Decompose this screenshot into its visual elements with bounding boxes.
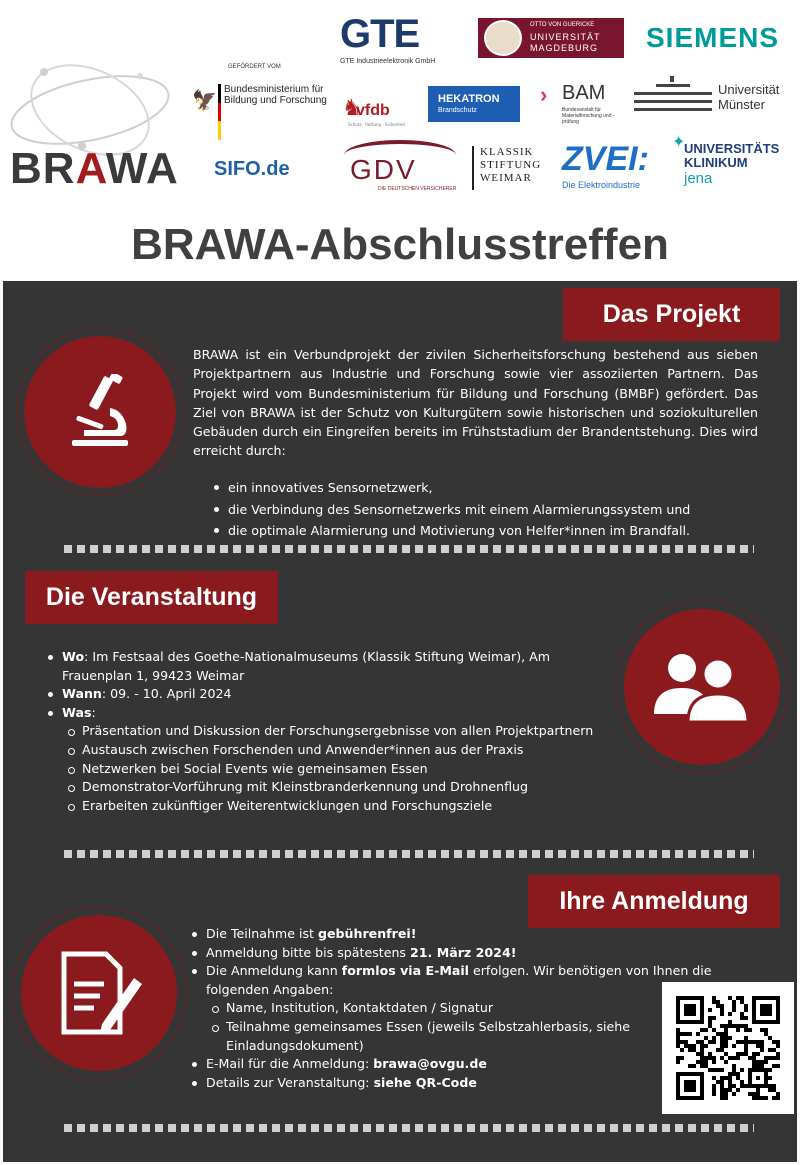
hekatron-subtitle: Brandschutz (438, 107, 477, 114)
fee-free-text: gebührenfrei! (317, 926, 417, 941)
wo-value: : Im Festsaal des Goethe-Nationalmuseums (Klassik Stiftung Weimar), Am Frauenplan 1, 99423 Weimar (62, 649, 550, 683)
list-item-wo (46, 648, 606, 685)
projekt-bullet-list (206, 477, 766, 542)
list-item: ein innovatives Sensornetzwerk, (206, 477, 766, 499)
text-part: Anmeldung bitte bis spätestens (206, 944, 410, 960)
section-divider (64, 850, 754, 858)
zvei-wordmark: ZVEI: (562, 140, 649, 178)
gdv-wordmark: GDV (350, 154, 417, 185)
list-item (190, 944, 730, 963)
muenster-building-icon (634, 76, 712, 112)
text-part: Die Anmeldung kann (206, 963, 342, 979)
bmbf-funded-by: GEFÖRDERT VOM (228, 64, 281, 70)
bmbf-logo (190, 62, 330, 146)
gte-subtitle: GTE Industrieelektronik GmbH (340, 58, 436, 65)
klassik-wordmark: KLASSIK STIFTUNG WEIMAR (480, 146, 542, 184)
ovgu-logo (478, 18, 624, 58)
ukj-logo (672, 132, 796, 190)
page-title: BRAWA-Abschlusstreffen (131, 220, 669, 269)
list-item: Teilnahme gemeinsames Essen (jeweils Selbstzahlerbasis, siehe Einladungsdokument) (206, 1018, 646, 1055)
list-item (190, 1074, 730, 1093)
section-heading-veranstaltung: Die Veranstaltung (25, 571, 278, 624)
qr-code-icon (676, 996, 780, 1100)
brawa-wordmark: BRAWA (10, 144, 179, 193)
bam-wordmark: BAM (562, 82, 606, 104)
text-part: Die Teilnahme ist (206, 926, 318, 941)
muenster-wordmark: Universität Münster (718, 82, 780, 112)
list-item: die optimale Alarmierung und Motivierung von Helfer*innen im Brandfall. (206, 520, 766, 542)
vfdb-wordmark: vfdb (356, 102, 390, 119)
required-info-list (206, 999, 676, 1055)
section-heading-anmeldung: Ihre Anmeldung (528, 875, 780, 928)
list-item (190, 1055, 730, 1074)
gte-logo (340, 14, 460, 74)
wo-label: Wo (62, 649, 85, 664)
partner-logos (0, 0, 800, 205)
wann-value: : 09. - 10. April 2024 (101, 686, 232, 702)
anmeldung-circle (21, 915, 177, 1071)
ovgu-line1: OTTO VON GUERICKE (530, 22, 595, 28)
text-part: erfolgen. Wir benötigen von Ihnen die folgenden Angaben: (206, 963, 712, 997)
ovgu-line2: UNIVERSITÄT MAGDEBURG (530, 32, 601, 53)
list-item: Erarbeiten zukünftiger Weiterentwicklungen und Forschungsziele (62, 797, 606, 816)
lion-icon: ♞ (342, 96, 362, 121)
zvei-subtitle: Die Elektroindustrie (562, 180, 641, 190)
gte-wordmark: GTE (340, 12, 420, 56)
list-item (190, 962, 730, 1055)
projekt-description: BRAWA ist ein Verbundprojekt der zivilen Sicherheitsforschung bestehend aus sieben Projektpartnern aus Industrie und Forschung sowie vier assoziierten Partnern. Das Projekt wird vom Bundesministerium für Bildung und Forschung (BMBF) gefördert. Das Ziel von BRAWA ist der Schutz von Kulturgütern sowie historischen und soziokulturellen Gebäuden durch ein Eingreifen bereits im Frühststadium der Brandentstehung. Dies wird erreicht durch: (193, 347, 758, 459)
wann-label: Wann (62, 686, 102, 702)
klassik-logo (472, 146, 552, 190)
hekatron-wordmark: HEKATRON (438, 93, 500, 105)
bmbf-name: Bundesministerium für Bildung und Forschung (224, 84, 327, 106)
projekt-circle (24, 336, 176, 488)
eagle-icon: 🦅 (192, 90, 217, 112)
vfdb-logo (340, 92, 406, 132)
was-sub-list (62, 722, 606, 815)
bam-subtitle: Bundesanstalt für Materialforschung und -prüfung (562, 107, 615, 125)
section-divider (64, 545, 754, 553)
deadline-text: 21. März 2024! (410, 944, 517, 960)
vfdb-subtitle: Schutz · Rettung · Sicherheit (348, 122, 406, 127)
german-flag-icon (218, 84, 221, 140)
was-colon: : (91, 704, 96, 720)
siemens-logo: SIEMENS (646, 22, 780, 53)
ukj-wordmark: UNIVERSITÄTS KLINIKUM (684, 141, 780, 170)
was-label: Was (62, 704, 92, 720)
section-divider (64, 1124, 754, 1132)
veranstaltung-list (46, 648, 606, 815)
list-item: Präsentation und Diskussion der Forschungsergebnisse von allen Projektpartnern (62, 722, 606, 741)
list-item: Demonstrator-Vorführung mit Kleinstbranderkennung und Drohnenflug (62, 778, 606, 797)
anmeldung-list (190, 925, 730, 1092)
email-link[interactable]: brawa@ovgu.de (373, 1056, 487, 1072)
qr-code[interactable] (662, 982, 794, 1114)
list-item-was (46, 704, 606, 816)
document-pen-icon (54, 948, 144, 1038)
list-item: die Verbindung des Sensornetzwerks mit einem Alarmierungssystem und (206, 499, 766, 521)
email-method-text: formlos via E-Mail (341, 963, 469, 979)
guericke-portrait-icon (484, 20, 522, 56)
text-part: E-Mail für die Anmeldung: (206, 1056, 374, 1072)
list-item-wann (46, 685, 606, 704)
bam-mark-icon: › (540, 82, 548, 107)
brawa-logo (4, 58, 179, 193)
text-part: Details zur Veranstaltung: (206, 1074, 374, 1090)
gdv-subtitle: DIE DEUTSCHEN VERSICHERER (378, 186, 457, 192)
list-item (190, 925, 730, 944)
ukj-jena: jena (684, 170, 713, 187)
bam-logo (540, 80, 620, 132)
people-icon (654, 652, 750, 722)
muenster-logo (634, 70, 794, 114)
sifo-logo: SIFO.de (214, 158, 290, 180)
microscope-icon (70, 374, 130, 450)
section-heading-projekt: Das Projekt (563, 288, 780, 341)
veranstaltung-circle (624, 609, 780, 765)
list-item: Netzwerken bei Social Events wie gemeinsamen Essen (62, 760, 606, 779)
list-item: Austausch zwischen Forschenden und Anwender*innen aus der Praxis (62, 741, 606, 760)
qr-reference-text: siehe QR-Code (373, 1074, 477, 1090)
hekatron-logo (428, 86, 520, 122)
zvei-logo (562, 140, 666, 196)
list-item: Name, Institution, Kontaktdaten / Signatur (206, 999, 676, 1018)
gdv-logo (340, 140, 464, 196)
ukj-mark-icon: ✦ (672, 132, 686, 151)
